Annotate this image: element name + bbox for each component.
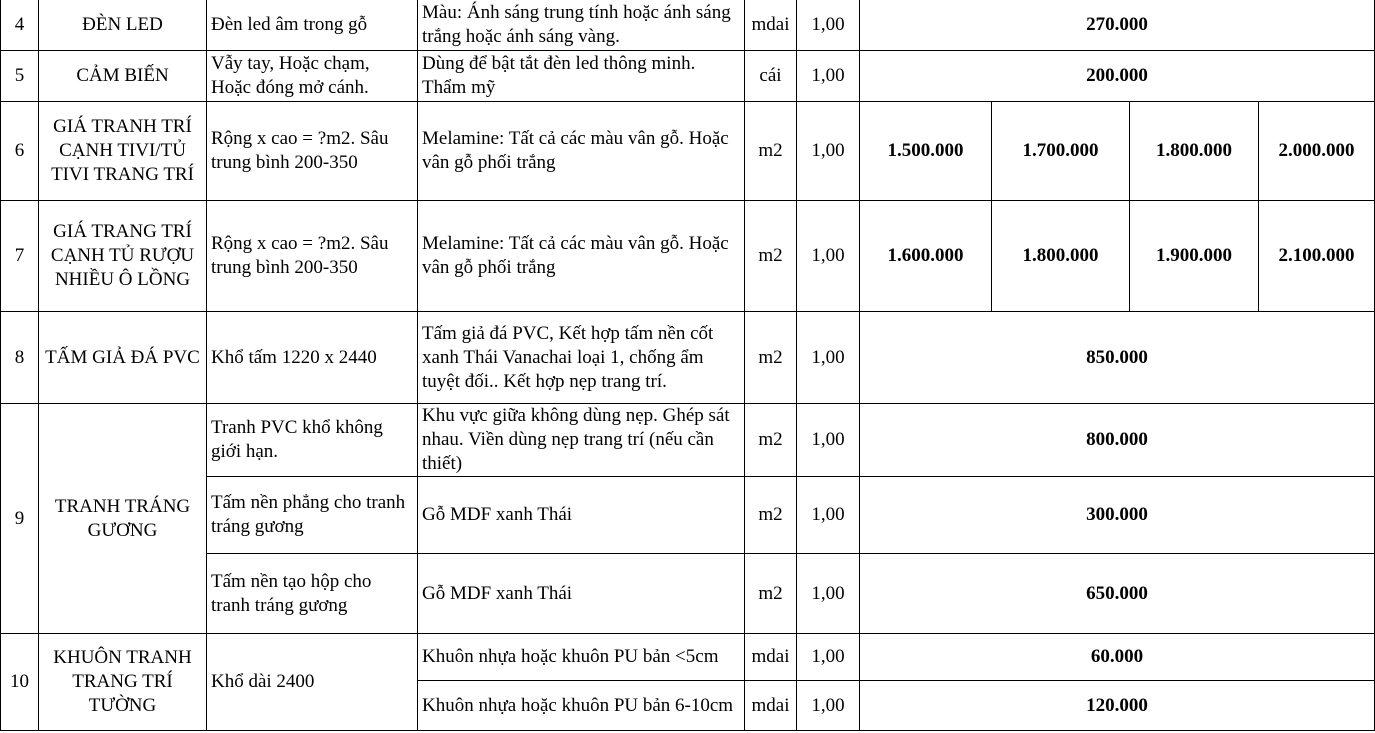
unit-price: 270.000 (860, 0, 1375, 51)
product-spec: Đèn led âm trong gỗ (207, 0, 418, 51)
table-row (1, 201, 1375, 312)
row-number: 6 (1, 102, 39, 201)
product-spec: Khổ tấm 1220 x 2440 (207, 312, 418, 404)
price-tier-4: 2.000.000 (1259, 102, 1375, 201)
table-row (1, 404, 1375, 477)
product-material: Gỗ MDF xanh Thái (418, 554, 745, 634)
unit: mdai (745, 0, 797, 51)
product-material: Dùng để bật tắt đèn led thông minh. Thẩm mỹ (418, 51, 745, 102)
quantity: 1,00 (797, 51, 860, 102)
product-spec: Khổ dài 2400 (207, 634, 418, 731)
unit-price: 300.000 (860, 477, 1375, 554)
table-row (1, 102, 1375, 201)
row-number: 8 (1, 312, 39, 404)
price-tier-2: 1.700.000 (992, 102, 1130, 201)
row-number: 9 (1, 404, 39, 634)
product-name: CẢM BIẾN (39, 51, 207, 102)
unit: m2 (745, 201, 797, 312)
unit: m2 (745, 404, 797, 477)
unit: m2 (745, 554, 797, 634)
product-material: Melamine: Tất cả các màu vân gỗ. Hoặc vân gỗ phối trắng (418, 201, 745, 312)
product-material: Melamine: Tất cả các màu vân gỗ. Hoặc vân gỗ phối trắng (418, 102, 745, 201)
table-row (1, 312, 1375, 404)
unit-price: 60.000 (860, 634, 1375, 681)
product-spec: Rộng x cao = ?m2. Sâu trung bình 200-350 (207, 201, 418, 312)
table-row (1, 51, 1375, 102)
price-tier-1: 1.500.000 (860, 102, 992, 201)
row-number: 5 (1, 51, 39, 102)
unit: mdai (745, 634, 797, 681)
row-number: 7 (1, 201, 39, 312)
price-tier-1: 1.600.000 (860, 201, 992, 312)
product-spec: Rộng x cao = ?m2. Sâu trung bình 200-350 (207, 102, 418, 201)
unit: m2 (745, 477, 797, 554)
quantity: 1,00 (797, 681, 860, 731)
product-name: GIÁ TRANG TRÍ CẠNH TỦ RƯỢU NHIỀU Ô LỒNG (39, 201, 207, 312)
unit-price: 650.000 (860, 554, 1375, 634)
product-name: TẤM GIẢ ĐÁ PVC (39, 312, 207, 404)
unit-price: 200.000 (860, 51, 1375, 102)
table-row (1, 634, 1375, 681)
unit-price: 800.000 (860, 404, 1375, 477)
price-tier-2: 1.800.000 (992, 201, 1130, 312)
table-row (1, 477, 1375, 554)
quantity: 1,00 (797, 477, 860, 554)
unit: m2 (745, 312, 797, 404)
unit: cái (745, 51, 797, 102)
quantity: 1,00 (797, 102, 860, 201)
product-material: Khuôn nhựa hoặc khuôn PU bản 6-10cm (418, 681, 745, 731)
product-material: Khu vực giữa không dùng nẹp. Ghép sát nhau. Viền dùng nẹp trang trí (nếu cần thiết) (418, 404, 745, 477)
product-spec: Vẫy tay, Hoặc chạm, Hoặc đóng mở cánh. (207, 51, 418, 102)
product-name: ĐÈN LED (39, 0, 207, 51)
product-spec: Tranh PVC khổ không giới hạn. (207, 404, 418, 477)
quantity: 1,00 (797, 0, 860, 51)
price-tier-4: 2.100.000 (1259, 201, 1375, 312)
price-tier-3: 1.900.000 (1130, 201, 1259, 312)
product-name: GIÁ TRANH TRÍ CẠNH TIVI/TỦ TIVI TRANG TRÍ (39, 102, 207, 201)
unit-price: 120.000 (860, 681, 1375, 731)
quantity: 1,00 (797, 312, 860, 404)
product-material: Màu: Ánh sáng trung tính hoặc ánh sáng trắng hoặc ánh sáng vàng. (418, 0, 745, 51)
product-spec: Tấm nền tạo hộp cho tranh tráng gương (207, 554, 418, 634)
price-tier-3: 1.800.000 (1130, 102, 1259, 201)
unit-price: 850.000 (860, 312, 1375, 404)
unit: mdai (745, 681, 797, 731)
product-material: Gỗ MDF xanh Thái (418, 477, 745, 554)
row-number: 10 (1, 634, 39, 731)
product-material: Khuôn nhựa hoặc khuôn PU bản <5cm (418, 634, 745, 681)
quantity: 1,00 (797, 554, 860, 634)
product-spec: Tấm nền phẳng cho tranh tráng gương (207, 477, 418, 554)
quantity: 1,00 (797, 201, 860, 312)
product-name: TRANH TRÁNG GƯƠNG (39, 404, 207, 634)
table-row (1, 554, 1375, 634)
table-row (1, 0, 1375, 51)
quantity: 1,00 (797, 404, 860, 477)
row-number: 4 (1, 0, 39, 51)
unit: m2 (745, 102, 797, 201)
product-name: KHUÔN TRANH TRANG TRÍ TƯỜNG (39, 634, 207, 731)
quantity: 1,00 (797, 634, 860, 681)
product-material: Tấm giả đá PVC, Kết hợp tấm nền cốt xanh Thái Vanachai loại 1, chống ẩm tuyệt đối.. Kết hợp nẹp trang trí. (418, 312, 745, 404)
